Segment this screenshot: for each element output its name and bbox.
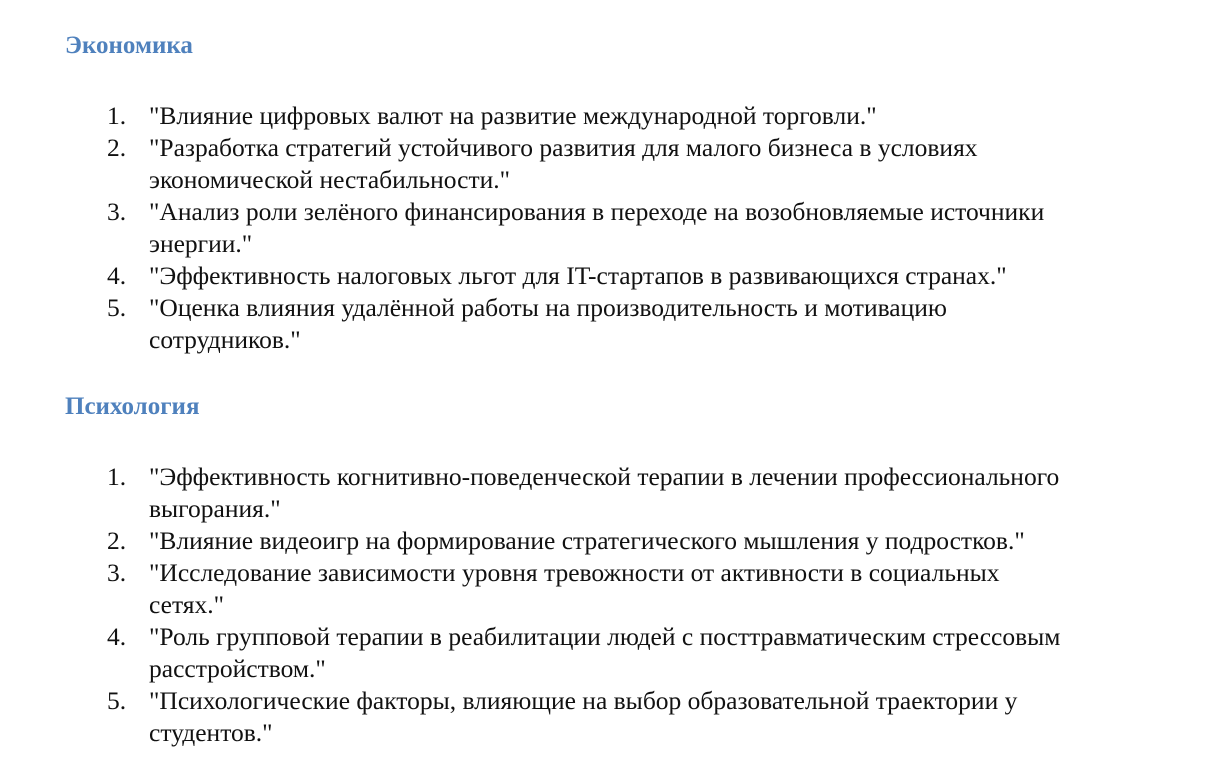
topic-list-economics [0, 100, 1227, 356]
list-item-text: "Влияние видеоигр на формирование стратегического мышления у подростков." [149, 526, 1025, 555]
list-item-text-continued: сотрудников." [149, 325, 301, 354]
list-item [0, 260, 1227, 292]
list-item-text: "Влияние цифровых валют на развитие международной торговли." [149, 101, 877, 130]
list-item-number: 4. [107, 261, 127, 290]
list-item [0, 100, 1227, 132]
list-item [0, 621, 1227, 685]
section-title-economics: Экономика [65, 32, 193, 59]
list-item-text: "Эффективность налоговых льгот для IT-стартапов в развивающихся странах." [149, 261, 1007, 290]
list-item-number: 2. [107, 133, 127, 162]
list-item [0, 525, 1227, 557]
list-item [0, 292, 1227, 356]
list-item-text-continued: энергии." [149, 229, 253, 258]
list-item-number: 3. [107, 197, 127, 226]
list-item-number: 1. [107, 101, 127, 130]
list-item [0, 196, 1227, 260]
list-item-number: 5. [107, 686, 127, 715]
list-item-text: "Исследование зависимости уровня тревожности от активности в социальных [149, 558, 1000, 587]
list-item [0, 132, 1227, 196]
list-item [0, 461, 1227, 525]
list-item [0, 557, 1227, 621]
section-title-psychology: Психология [65, 393, 200, 420]
list-item-text-continued: сетях." [149, 590, 225, 619]
list-item-text: "Психологические факторы, влияющие на выбор образовательной траектории у [149, 686, 1018, 715]
list-item-number: 5. [107, 293, 127, 322]
list-item-text-continued: выгорания." [149, 494, 281, 523]
list-item [0, 685, 1227, 749]
list-item-number: 1. [107, 462, 127, 491]
list-item-text: "Оценка влияния удалённой работы на производительность и мотивацию [149, 293, 947, 322]
list-item-text: "Эффективность когнитивно-поведенческой терапии в лечении профессионального [149, 462, 1060, 491]
topic-list-psychology [0, 461, 1227, 749]
list-item-number: 3. [107, 558, 127, 587]
list-item-text-continued: экономической нестабильности." [149, 165, 511, 194]
list-item-number: 2. [107, 526, 127, 555]
list-item-text-continued: расстройством." [149, 654, 326, 683]
list-item-text-continued: студентов." [149, 718, 273, 747]
list-item-text: "Анализ роли зелёного финансирования в переходе на возобновляемые источники [149, 197, 1045, 226]
list-item-text: "Разработка стратегий устойчивого развития для малого бизнеса в условиях [149, 133, 978, 162]
list-item-text: "Роль групповой терапии в реабилитации людей с посттравматическим стрессовым [149, 622, 1061, 651]
list-item-number: 4. [107, 622, 127, 651]
